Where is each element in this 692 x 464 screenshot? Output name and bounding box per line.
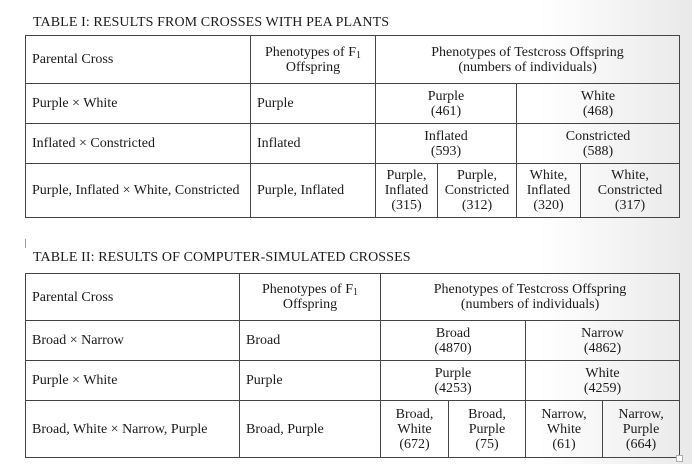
header-f1-prefix: Phenotypes of F: [262, 282, 353, 297]
header-testcross-line1: Phenotypes of Testcross Offspring: [431, 44, 624, 60]
header-f1-subscript: 1: [353, 287, 358, 298]
f1-cell: Broad: [240, 321, 381, 361]
offspring-cell: Purple, Constricted (312): [438, 164, 517, 218]
header-f1-prefix: Phenotypes of F: [265, 44, 356, 60]
table1-header-row: [26, 36, 680, 84]
table-row: [26, 321, 680, 361]
offspring-cell: White (4259): [526, 361, 680, 401]
table2-header-row: [26, 274, 680, 321]
f1-cell: Purple: [240, 361, 381, 401]
header-testcross-line2: (numbers of individuals): [458, 59, 597, 75]
offspring-cell: Purple (461): [376, 84, 517, 124]
table-row: [26, 361, 680, 401]
table2-caption: TABLE II: RESULTS OF COMPUTER-SIMULATED CROSSES: [33, 250, 411, 265]
header-testcross-line1: Phenotypes of Testcross Offspring: [433, 282, 627, 297]
offspring-cell: White (468): [517, 84, 680, 124]
table-resize-handle[interactable]: [676, 455, 683, 462]
offspring-cell: Narrow, Purple (664): [603, 401, 680, 458]
header-f1-phenotypes: [240, 274, 381, 321]
table-row: [26, 401, 680, 458]
table-row: [26, 164, 680, 218]
parental-cross-cell: Purple, Inflated × White, Constricted: [26, 164, 251, 218]
parental-cross-cell: Broad, White × Narrow, Purple: [26, 401, 240, 458]
offspring-cell: White, Constricted (317): [581, 164, 680, 218]
table-row: [26, 84, 680, 124]
header-testcross-offspring: [381, 274, 680, 321]
offspring-cell: Broad (4870): [381, 321, 526, 361]
f1-cell: Broad, Purple: [240, 401, 381, 458]
parental-cross-cell: Broad × Narrow: [26, 321, 240, 361]
offspring-cell: White, Inflated (320): [517, 164, 581, 218]
parental-cross-cell: Purple × White: [26, 84, 251, 124]
offspring-cell: Broad, White (672): [381, 401, 449, 458]
header-testcross-line2: (numbers of individuals): [460, 297, 600, 312]
header-parental-cross: Parental Cross: [26, 274, 240, 321]
offspring-cell: Narrow (4862): [526, 321, 680, 361]
f1-cell: Inflated: [251, 124, 376, 164]
f1-cell: Purple: [251, 84, 376, 124]
offspring-cell: Purple (4253): [381, 361, 526, 401]
offspring-cell: Constricted (588): [517, 124, 680, 164]
header-f1-suffix: Offspring: [285, 59, 341, 75]
header-testcross-offspring: [376, 36, 680, 84]
text-cursor-mark: [25, 239, 26, 248]
header-parental-cross: Parental Cross: [26, 36, 251, 84]
header-f1-phenotypes: [251, 36, 376, 84]
offspring-cell: Inflated (593): [376, 124, 517, 164]
f1-cell: Purple, Inflated: [251, 164, 376, 218]
offspring-cell: Purple, Inflated (315): [376, 164, 438, 218]
header-f1-suffix: Offspring: [282, 297, 338, 312]
parental-cross-cell: Purple × White: [26, 361, 240, 401]
header-f1-subscript: 1: [356, 49, 361, 61]
offspring-cell: Broad, Purple (75): [449, 401, 526, 458]
parental-cross-cell: Inflated × Constricted: [26, 124, 251, 164]
offspring-cell: Narrow, White (61): [526, 401, 603, 458]
table-row: [26, 124, 680, 164]
table2-computer-simulated-crosses: [25, 273, 680, 458]
table1-pea-plant-crosses: [25, 35, 680, 218]
table1-caption: TABLE I: RESULTS FROM CROSSES WITH PEA PLANTS: [33, 15, 390, 30]
